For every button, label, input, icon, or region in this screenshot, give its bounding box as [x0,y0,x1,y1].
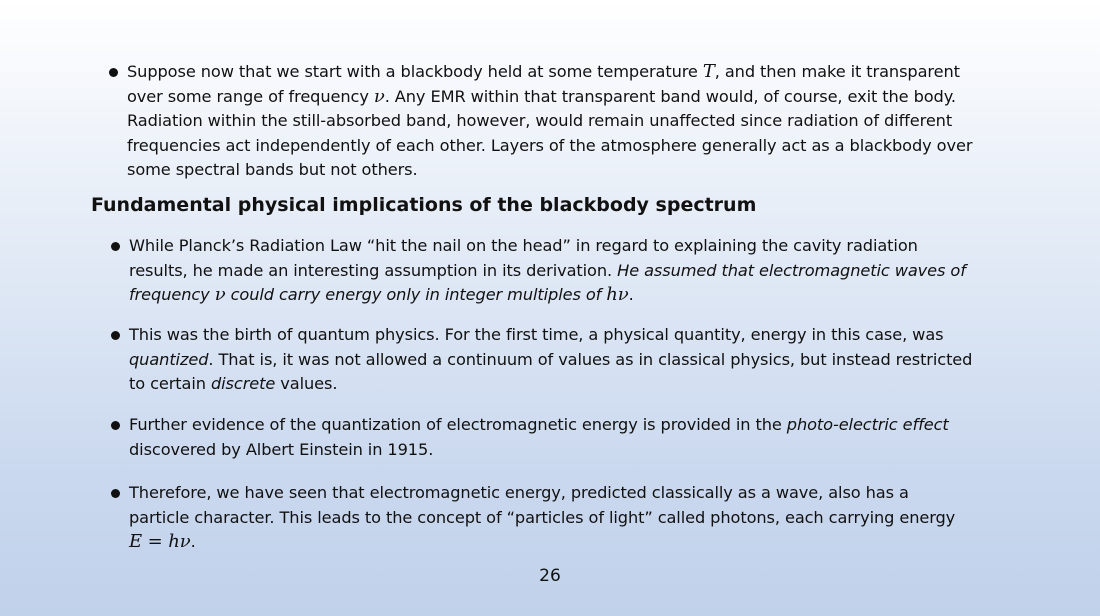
text-line: Radiation within the still-absorbed band, however, would remain unaffected since radiation of different [127,111,953,130]
text-line: This was the birth of quantum physics. For the first time, a physical quantity, energy in this case, was [129,325,944,344]
text-line: frequencies act independently of each other. Layers of the atmosphere generally act as a blackbody over [127,135,973,155]
bullet-quantum-birth [129,323,972,397]
text-line: Therefore, we have seen that electromagnetic energy, predicted classically as a wave, also has a [129,483,909,502]
bullet-blackbody-transparent [127,60,972,183]
bullet-dot-icon [111,421,120,430]
text-line: results, he made an interesting assumption in its derivation. He assumed that electromagnetic waves of [129,260,966,280]
text-line: frequency ν could carry energy only in integer multiples of hν. [129,284,634,305]
bullet-photoelectric [129,413,949,462]
text-line: some spectral bands but not others. [127,160,418,179]
bullet-dot-icon [111,242,120,251]
text-line: E = hν. [129,531,196,552]
text-line: While Planck’s Radiation Law “hit the nail on the head” in regard to explaining the cavity radiation [129,236,918,255]
text-line: particle character. This leads to the concept of “particles of light” called photons, each carrying energy [129,507,956,527]
text-line: Further evidence of the quantization of electromagnetic energy is provided in the photo-electric effect [129,415,949,434]
text-line: discovered by Albert Einstein in 1915. [129,439,434,459]
section-heading: Fundamental physical implications of the blackbody spectrum [91,194,757,216]
bullet-photons [129,481,955,555]
bullet-dot-icon [111,331,120,340]
page-number: 26 [539,566,561,586]
text-line: over some range of frequency ν. Any EMR within that transparent band would, of course, exit the body. [127,85,956,107]
bullet-dot-icon [111,489,120,498]
bullet-planck-assumption [129,234,966,308]
text-line: quantized. That is, it was not allowed a continuum of values as in classical physics, but instead restricted [129,349,973,369]
text-line: Suppose now that we start with a blackbody held at some temperature T, and then make it transparent [127,61,960,82]
bullet-dot-icon [109,68,118,77]
text-line: to certain discrete values. [129,374,338,393]
